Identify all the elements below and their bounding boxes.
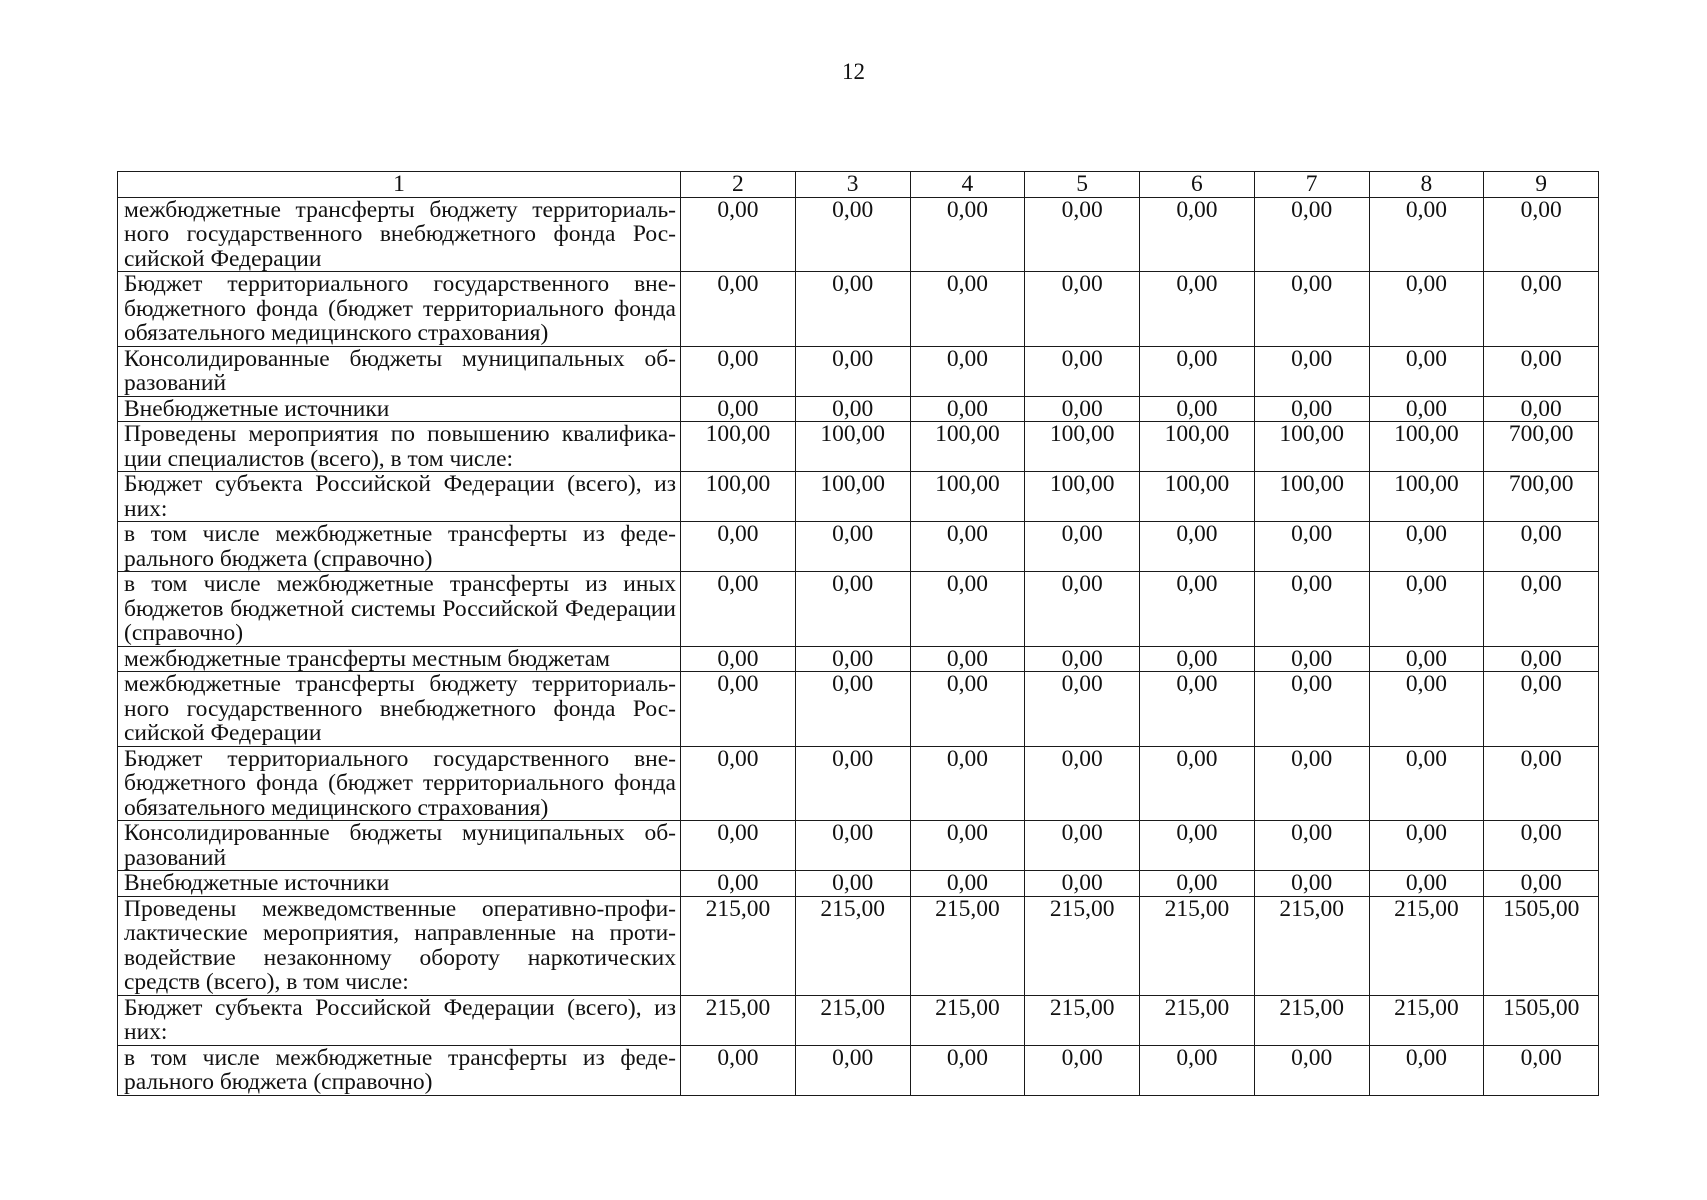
value-cell: 0,00 (795, 522, 910, 572)
table-row (118, 272, 1599, 347)
row-label: межбюджетные трансферты местным бюджетам (118, 646, 681, 672)
value-cell: 0,00 (1369, 572, 1484, 647)
value-cell: 100,00 (1140, 472, 1255, 522)
value-cell: 0,00 (910, 672, 1025, 747)
value-cell: 100,00 (1369, 472, 1484, 522)
header-row (118, 172, 1599, 198)
value-cell: 215,00 (795, 896, 910, 995)
value-cell: 0,00 (1025, 746, 1140, 821)
column-header: 4 (910, 172, 1025, 198)
value-cell: 0,00 (1254, 1045, 1369, 1095)
value-cell: 700,00 (1484, 472, 1599, 522)
value-cell: 0,00 (1140, 746, 1255, 821)
value-cell: 0,00 (1254, 346, 1369, 396)
value-cell: 0,00 (1369, 396, 1484, 422)
value-cell: 0,00 (1369, 1045, 1484, 1095)
value-cell: 215,00 (1254, 896, 1369, 995)
value-cell: 0,00 (1484, 272, 1599, 347)
value-cell: 0,00 (1254, 746, 1369, 821)
value-cell: 0,00 (681, 346, 796, 396)
table-row (118, 995, 1599, 1045)
value-cell: 0,00 (910, 197, 1025, 272)
value-cell: 0,00 (1369, 672, 1484, 747)
value-cell: 0,00 (1025, 672, 1140, 747)
budget-table (117, 171, 1599, 1096)
value-cell: 0,00 (795, 572, 910, 647)
value-cell: 0,00 (1254, 522, 1369, 572)
row-label: Бюджет территориального государственного внебюджетного фонда (бюджет территориального фонда обязательного медицинского страхования) (118, 272, 681, 347)
row-label: в том числе межбюджетные трансферты из федерального бюджета (справочно) (118, 522, 681, 572)
value-cell: 0,00 (1484, 672, 1599, 747)
value-cell: 100,00 (1025, 472, 1140, 522)
value-cell: 0,00 (910, 346, 1025, 396)
value-cell: 0,00 (1025, 572, 1140, 647)
value-cell: 0,00 (681, 572, 796, 647)
value-cell: 0,00 (1484, 746, 1599, 821)
column-header: 6 (1140, 172, 1255, 198)
value-cell: 0,00 (1025, 396, 1140, 422)
value-cell: 0,00 (795, 646, 910, 672)
value-cell: 700,00 (1484, 422, 1599, 472)
value-cell: 0,00 (1025, 1045, 1140, 1095)
value-cell: 0,00 (1025, 646, 1140, 672)
value-cell: 0,00 (1025, 272, 1140, 347)
value-cell: 215,00 (1254, 995, 1369, 1045)
value-cell: 0,00 (795, 396, 910, 422)
value-cell: 0,00 (910, 1045, 1025, 1095)
value-cell: 0,00 (1140, 1045, 1255, 1095)
value-cell: 0,00 (795, 1045, 910, 1095)
value-cell: 0,00 (795, 197, 910, 272)
value-cell: 215,00 (795, 995, 910, 1045)
value-cell: 0,00 (795, 672, 910, 747)
value-cell: 215,00 (1140, 896, 1255, 995)
value-cell: 0,00 (1140, 396, 1255, 422)
row-label: Консолидированные бюджеты муниципальных образований (118, 346, 681, 396)
value-cell: 0,00 (795, 746, 910, 821)
value-cell: 0,00 (1369, 272, 1484, 347)
value-cell: 0,00 (1140, 272, 1255, 347)
value-cell: 0,00 (1025, 197, 1140, 272)
value-cell: 0,00 (910, 522, 1025, 572)
value-cell: 100,00 (1140, 422, 1255, 472)
value-cell: 215,00 (1025, 896, 1140, 995)
value-cell: 0,00 (1369, 871, 1484, 897)
value-cell: 0,00 (910, 821, 1025, 871)
row-label: Бюджет субъекта Российской Федерации (всего), из них: (118, 472, 681, 522)
table-row (118, 346, 1599, 396)
value-cell: 0,00 (1369, 746, 1484, 821)
value-cell: 0,00 (1254, 871, 1369, 897)
value-cell: 0,00 (1025, 821, 1140, 871)
value-cell: 100,00 (910, 472, 1025, 522)
value-cell: 0,00 (1140, 197, 1255, 272)
value-cell: 0,00 (1254, 821, 1369, 871)
value-cell: 0,00 (1140, 821, 1255, 871)
table-body (118, 197, 1599, 1095)
table-row (118, 821, 1599, 871)
value-cell: 0,00 (1484, 197, 1599, 272)
column-header: 8 (1369, 172, 1484, 198)
row-label: Бюджет территориального государственного внебюджетного фонда (бюджет территориального фонда обязательного медицинского страхования) (118, 746, 681, 821)
value-cell: 215,00 (910, 995, 1025, 1045)
value-cell: 215,00 (910, 896, 1025, 995)
value-cell: 0,00 (1369, 346, 1484, 396)
value-cell: 0,00 (910, 572, 1025, 647)
value-cell: 0,00 (681, 871, 796, 897)
value-cell: 0,00 (1369, 197, 1484, 272)
value-cell: 0,00 (681, 646, 796, 672)
table-row (118, 522, 1599, 572)
value-cell: 0,00 (1140, 522, 1255, 572)
column-header: 7 (1254, 172, 1369, 198)
table-row (118, 672, 1599, 747)
row-label: Внебюджетные источники (118, 396, 681, 422)
value-cell: 0,00 (681, 672, 796, 747)
value-cell: 0,00 (1140, 572, 1255, 647)
page-number: 12 (842, 59, 865, 84)
value-cell: 0,00 (910, 871, 1025, 897)
value-cell: 0,00 (1484, 346, 1599, 396)
value-cell: 215,00 (1369, 995, 1484, 1045)
value-cell: 0,00 (910, 396, 1025, 422)
value-cell: 0,00 (681, 396, 796, 422)
row-label: в том числе межбюджетные трансферты из иных бюджетов бюджетной системы Российской Федерации (справочно) (118, 572, 681, 647)
value-cell: 0,00 (1254, 197, 1369, 272)
value-cell: 0,00 (681, 1045, 796, 1095)
value-cell: 0,00 (1140, 871, 1255, 897)
table-row (118, 871, 1599, 897)
row-label: Внебюджетные источники (118, 871, 681, 897)
value-cell: 215,00 (1140, 995, 1255, 1045)
value-cell: 0,00 (1254, 272, 1369, 347)
value-cell: 0,00 (1484, 522, 1599, 572)
row-label: в том числе межбюджетные трансферты из федерального бюджета (справочно) (118, 1045, 681, 1095)
value-cell: 100,00 (1254, 472, 1369, 522)
table-row (118, 896, 1599, 995)
value-cell: 0,00 (1369, 821, 1484, 871)
value-cell: 215,00 (1369, 896, 1484, 995)
value-cell: 0,00 (910, 646, 1025, 672)
value-cell: 100,00 (681, 472, 796, 522)
value-cell: 0,00 (1140, 672, 1255, 747)
value-cell: 100,00 (1025, 422, 1140, 472)
row-label: Проведены межведомственные оперативно-профилактические мероприятия, направленные на противодействие незаконному обороту наркотических средств (всего), в том числе: (118, 896, 681, 995)
value-cell: 0,00 (910, 272, 1025, 347)
value-cell: 0,00 (1140, 646, 1255, 672)
column-header: 1 (118, 172, 681, 198)
row-label: Консолидированные бюджеты муниципальных образований (118, 821, 681, 871)
value-cell: 0,00 (1484, 646, 1599, 672)
row-label: Проведены мероприятия по повышению квалификации специалистов (всего), в том числе: (118, 422, 681, 472)
table-row (118, 1045, 1599, 1095)
value-cell: 100,00 (795, 422, 910, 472)
value-cell: 0,00 (910, 746, 1025, 821)
table-row (118, 472, 1599, 522)
value-cell: 1505,00 (1484, 896, 1599, 995)
table-row (118, 197, 1599, 272)
column-header: 3 (795, 172, 910, 198)
value-cell: 0,00 (1254, 396, 1369, 422)
value-cell: 100,00 (681, 422, 796, 472)
value-cell: 0,00 (1025, 871, 1140, 897)
value-cell: 0,00 (795, 272, 910, 347)
column-header: 2 (681, 172, 796, 198)
value-cell: 215,00 (681, 995, 796, 1045)
value-cell: 0,00 (681, 746, 796, 821)
value-cell: 100,00 (1369, 422, 1484, 472)
value-cell: 0,00 (1484, 572, 1599, 647)
table-header (118, 172, 1599, 198)
value-cell: 0,00 (681, 272, 796, 347)
value-cell: 215,00 (681, 896, 796, 995)
value-cell: 100,00 (1254, 422, 1369, 472)
value-cell: 0,00 (795, 871, 910, 897)
column-header: 5 (1025, 172, 1140, 198)
value-cell: 0,00 (1369, 522, 1484, 572)
value-cell: 100,00 (910, 422, 1025, 472)
value-cell: 0,00 (681, 197, 796, 272)
value-cell: 0,00 (1484, 821, 1599, 871)
table-row (118, 422, 1599, 472)
value-cell: 0,00 (1484, 1045, 1599, 1095)
value-cell: 1505,00 (1484, 995, 1599, 1045)
value-cell: 0,00 (681, 522, 796, 572)
table-row (118, 572, 1599, 647)
row-label: Бюджет субъекта Российской Федерации (всего), из них: (118, 995, 681, 1045)
value-cell: 0,00 (681, 821, 796, 871)
value-cell: 0,00 (1140, 346, 1255, 396)
value-cell: 0,00 (1254, 672, 1369, 747)
value-cell: 0,00 (1254, 572, 1369, 647)
row-label: межбюджетные трансферты бюджету территориального государственного внебюджетного фонда Российской Федерации (118, 672, 681, 747)
column-header: 9 (1484, 172, 1599, 198)
table-row (118, 646, 1599, 672)
value-cell: 0,00 (795, 821, 910, 871)
table-row (118, 746, 1599, 821)
value-cell: 0,00 (1484, 396, 1599, 422)
row-label: межбюджетные трансферты бюджету территориального государственного внебюджетного фонда Российской Федерации (118, 197, 681, 272)
value-cell: 0,00 (1025, 522, 1140, 572)
value-cell: 0,00 (1369, 646, 1484, 672)
table-row (118, 396, 1599, 422)
value-cell: 0,00 (795, 346, 910, 396)
value-cell: 0,00 (1025, 346, 1140, 396)
value-cell: 215,00 (1025, 995, 1140, 1045)
value-cell: 0,00 (1484, 871, 1599, 897)
value-cell: 0,00 (1254, 646, 1369, 672)
value-cell: 100,00 (795, 472, 910, 522)
